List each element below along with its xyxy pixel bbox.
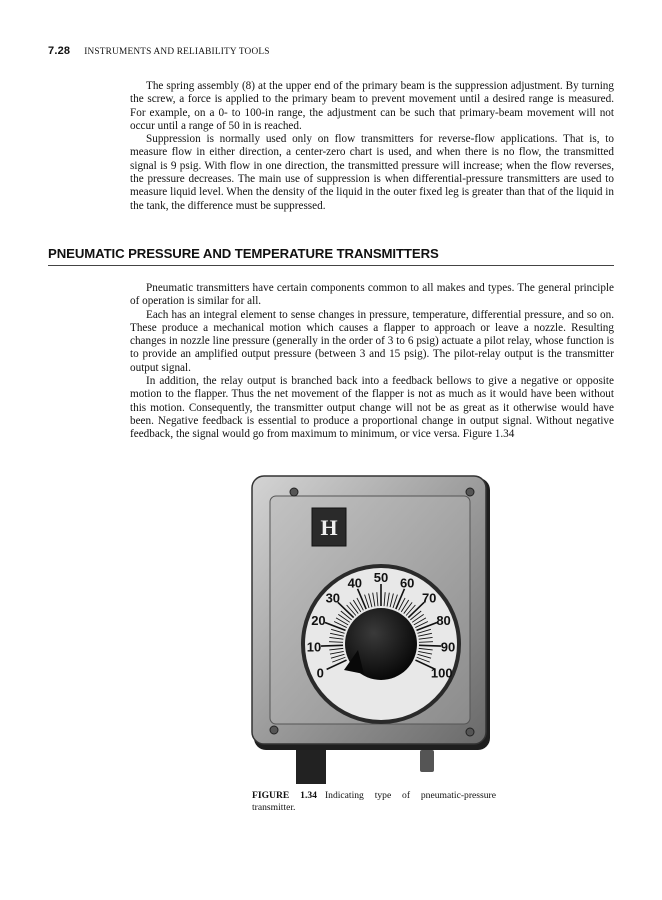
screw-icon <box>466 728 474 736</box>
screw-icon <box>466 488 474 496</box>
body-paragraph: In addition, the relay output is branched back into a feedback bellows to give a negative or opposite motion to the flapper. Thus the net movement of the flapper is not as much as it would have been without this motion. Consequently, the transmitter output change will not be as great as it otherwise would have been. Negative feedback is essential to produce a proportional change in output signal. Without negative feedback, the signal would go from maximum to minimum, or vice versa. Figure 1.34 <box>130 375 614 441</box>
running-head-title: INSTRUMENTS AND RELIABILITY TOOLS <box>84 47 270 57</box>
section-body <box>130 282 614 442</box>
dial-label: 30 <box>325 590 341 606</box>
dial-tick <box>419 645 441 646</box>
dial-label: 90 <box>440 639 456 655</box>
dial-label: 20 <box>311 612 326 628</box>
dial-label: 40 <box>347 575 363 591</box>
figure-label: FIGURE 1.34 <box>252 790 317 801</box>
dial-tick <box>329 642 343 643</box>
dial-label: 10 <box>306 639 322 655</box>
screw-icon <box>270 726 278 734</box>
figure-caption-text: Indicating type of pneumatic-pressure transmitter. <box>252 790 496 813</box>
body-paragraph: Pneumatic transmitters have certain components common to all makes and types. The general principle of operation is similar for all. <box>130 282 614 308</box>
figure-caption <box>252 790 496 813</box>
running-head <box>48 45 628 57</box>
transmitter-photo <box>248 474 496 784</box>
body-paragraph: Each has an integral element to sense changes in pressure, temperature, differential pressure, and so on. These produce a mechanical motion which causes a flapper to approach or leave a nozzle. Resulting changes in nozzle line pressure (generally in the order of 3 to 6 psig) actuate a pilot relay, whose function is to provide an amplified output pressure (between 3 and 15 psig). The pilot-relay output is the transmitter output signal. <box>130 308 614 374</box>
dial-label: 0 <box>316 665 324 681</box>
intro-paragraph: The spring assembly (8) at the upper end of the primary beam is the suppression adjustment. By turning the screw, a force is applied to the primary beam to prevent movement until a desired range is measured. For example, on a 0- to 100-in range, the adjustment can be such that primary-beam movement will not occur until a range of 50 in is reached. <box>130 80 614 132</box>
page-number: 7.28 <box>48 45 71 57</box>
dial-label: 50 <box>373 570 389 585</box>
section-heading: PNEUMATIC PRESSURE AND TEMPERATURE TRANSMITTERS <box>48 246 614 266</box>
screw-icon <box>290 488 298 496</box>
intro-text <box>130 80 614 213</box>
dial-tick <box>321 645 343 646</box>
dial-tick <box>419 642 433 643</box>
dial-label: 70 <box>421 590 437 606</box>
dial <box>301 564 461 724</box>
dial-label: 80 <box>436 612 451 628</box>
logo-letter: H <box>320 515 338 540</box>
dial-label: 60 <box>399 575 415 591</box>
intro-paragraph: Suppression is normally used only on flow transmitters for reverse-flow applications. That is, to measure flow in either direction, a center-zero chart is used, and when there is no flow, the transmitted signal is 9 psig. With flow in one direction, the transmitted pressure will increase; when the flow reverses, the pressure decreases. The main use of suppression is when differential-pressure transmitters are used to measure liquid level. When the density of the liquid in the outer fixed leg is greater than that of the liquid in the tank, the difference must be suppressed. <box>130 133 614 212</box>
dial-label: 100 <box>430 665 453 681</box>
pipe-nut <box>420 750 434 772</box>
